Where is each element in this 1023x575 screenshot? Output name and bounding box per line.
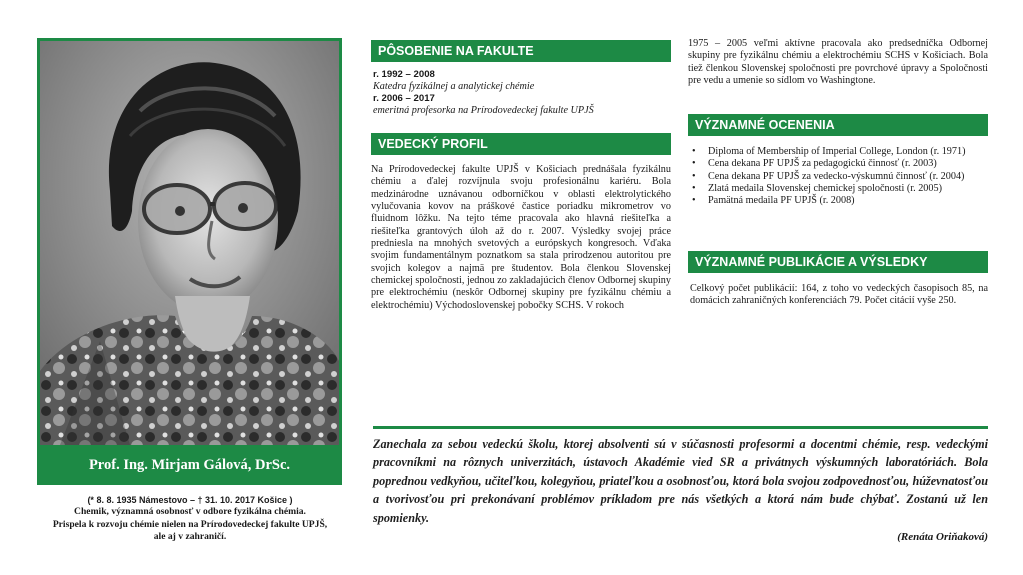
award-item: • Diploma of Membership of Imperial College, London (r. 1971) xyxy=(690,146,988,158)
faculty-heading: PÔSOBENIE NA FAKULTE xyxy=(371,40,671,62)
publications-text: Celkový počet publikácií: 164, z toho vo vedeckých časopisoch 85, na domácich zahraničných konferenciách 79. Počet citácií vyše 250. xyxy=(690,283,988,307)
bio-dates: (* 8. 8. 1935 Námestovo – † 31. 10. 2017 Košice ) xyxy=(87,495,293,505)
faculty-years: r. 1992 – 2008 xyxy=(373,69,435,80)
awards-list xyxy=(690,146,988,208)
awards-heading: VÝZNAMNÉ OCENENIA xyxy=(688,114,988,136)
memorial-quote: Zanechala za sebou vedeckú školu, ktorej absolventi sú v súčasnosti profesormi a docentmi chémie, resp. vedeckými pracovníkmi na rôznych univerzitách, ústavoch Akadémie vied SR a privátnych výskumných laboratóriách. Bola poprednou vedkyňou, učiteľkou, kolegyňou, priateľkou a osobnosťou, ktorá bola svojou zodpovednosťou, húževnatosťou a tvorivosťou pri prekonávaní problémov príkladom pre nás všetkých a ktorá nám bude chýbať. Zostanú už len spomienky. xyxy=(373,437,988,525)
bio-caption xyxy=(32,494,348,544)
bio-line: Prispela k rozvoju chémie nielen na Prírodovedeckej fakulte UPJŠ, xyxy=(52,518,328,530)
portrait-card xyxy=(37,38,342,485)
bio-line: ale aj v zahraničí. xyxy=(153,531,227,543)
portrait-name: Prof. Ing. Mirjam Gálová, DrSc. xyxy=(88,456,291,473)
bio-line: Chemik, významná osobnosť v odbore fyzikálna chémia. xyxy=(74,506,306,518)
faculty-list xyxy=(373,69,673,117)
portrait-illustration xyxy=(40,41,339,445)
award-item: • Cena dekana PF UPJŠ za vedecko-výskumnú činnosť (r. 2004) xyxy=(690,171,988,183)
faculty-years: r. 2006 – 2017 xyxy=(373,93,435,104)
quote-author: (Renáta Oriňaková) xyxy=(897,531,988,543)
profile-heading: VEDECKÝ PROFIL xyxy=(371,133,671,155)
profile-text: Na Prírodovedeckej fakulte UPJŠ v Košiciach prednášala fyzikálnu chémiu a ďalej rozvíjnula svoju profesionálnu kariéru. Bola medzinárodne uznávanou odborníčkou v oblasti elektrolytického vylučovania kovov na práškové častice poriadku mikrometrov vo fluidnom lôžku. Na tejto téme pracovala ako hlavná riešiteľka a riešiteľka grantových úloh až do r. 2007. Výsledky svojej práce predniesla na mnohých svetových a európskych kongresoch. Vďaka svojim fundamentálnym poznatkom sa stala prirodzenou autoritou pre svojich kolegov a najmä pre študentov. Bola členkou Slovenskej chemickej spoločnosti, jednou zo zakladajúcich členov Odbornej skupiny pre elektrochémiu (neskôr Odbornej skupiny pre fyzikálnu chémiu a elektrochémiu) Východoslovenskej pobočky SCHS. V rokoch xyxy=(371,164,671,311)
faculty-role: Katedra fyzikálnej a analytickej chémie xyxy=(373,81,535,92)
quote-divider xyxy=(373,426,988,429)
award-item: • Cena dekana PF UPJŠ za pedagogickú činnosť (r. 2003) xyxy=(690,158,988,170)
award-item: • Pamätná medaila PF UPJŠ (r. 2008) xyxy=(690,195,988,207)
faculty-role: emeritná profesorka na Prírodovedeckej fakulte UPJŠ xyxy=(373,105,594,116)
profile-text-continued: 1975 – 2005 veľmi aktívne pracovala ako predsedníčka Odbornej skupiny pre fyzikálnu chémiu a elektrochémiu SCHS v Košiciach. Bola tiež členkou Slovenskej spoločnosti pre povrchové úpravy a Spoločnosti pre vedu a umenie so sídlom vo Washingtone. xyxy=(688,38,988,87)
portrait-photo xyxy=(40,41,339,445)
award-item: • Zlatá medaila Slovenskej chemickej spoločnosti (r. 2005) xyxy=(690,183,988,195)
publications-heading: VÝZNAMNÉ PUBLIKÁCIE A VÝSLEDKY xyxy=(688,251,988,273)
